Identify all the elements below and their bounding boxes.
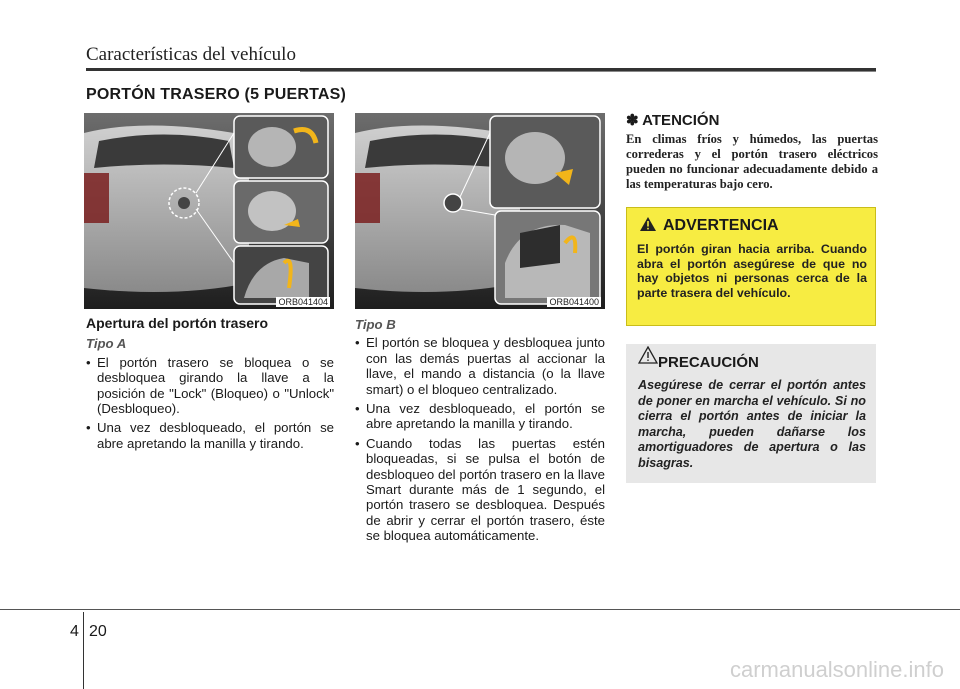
list-item: • El portón se bloquea y desbloquea junto con las demás puertas al accionar la llave, el mando a distancia (o la llave smart) o el bloqueo centralizado. xyxy=(355,335,605,397)
type-a-list xyxy=(86,355,334,451)
section-title: PORTÓN TRASERO (5 PUERTAS) xyxy=(86,86,347,103)
type-b-label: Tipo B xyxy=(355,317,396,332)
photo-code-left: ORB041404 xyxy=(278,297,328,307)
advertencia-heading xyxy=(639,216,779,237)
precaucion-box xyxy=(626,344,876,483)
advertencia-body: El portón giran hacia arriba. Cuando abra el portón asegúrese de que no hay objetos ni personas cerca de la parte trasera del vehículo. xyxy=(637,242,867,300)
list-item: • Una vez desbloqueado, el portón se abre apretando la manilla y tirando. xyxy=(355,401,605,432)
precaucion-heading xyxy=(640,354,759,371)
list-item: • Cuando todas las puertas estén bloqueadas, si se pulsa el botón de desbloqueo del portón trasero en la llave Smart durante más de 1 segundo, el portón trasero se desbloquea. Después de abrir y cerrar el portón trasero, éste se bloquea automáticamente. xyxy=(355,436,605,544)
chapter-number: 4 xyxy=(70,623,79,640)
atencion-title: ✽ ATENCIÓN xyxy=(626,112,720,129)
precaucion-title: PRECAUCIÓN xyxy=(658,354,759,371)
list-item: • Una vez desbloqueado, el portón se abre apretando la manilla y tirando. xyxy=(86,420,334,451)
precaucion-body: Asegúrese de cerrar el portón antes de poner en marcha el vehículo. Si no cierra el portón antes de iniciar la marcha, pueden dañarse los amortiguadores de apertura o las bisagras. xyxy=(638,378,866,470)
middle-column xyxy=(355,317,605,548)
type-b-list xyxy=(355,335,605,543)
caution-triangle-icon xyxy=(638,346,658,368)
advertencia-title: ADVERTENCIA xyxy=(663,217,779,234)
photo-tailgate-key xyxy=(84,113,334,309)
left-column xyxy=(86,316,334,455)
warning-triangle-icon xyxy=(639,216,657,237)
chapter-title: Características del vehículo xyxy=(86,44,296,65)
atencion-body: En climas fríos y húmedos, las puertas correderas y el portón trasero eléctricos pueden no funcionar adecuadamente debido a las temperaturas bajo cero. xyxy=(626,132,878,191)
footer-rule xyxy=(0,609,960,610)
type-a-label: Tipo A xyxy=(86,336,127,352)
page-num: 20 xyxy=(89,623,107,640)
header-rule-thin xyxy=(300,71,876,72)
subsection-heading: Apertura del portón trasero xyxy=(86,315,269,331)
list-item: • El portón trasero se bloquea o se desbloquea girando la llave a la posición de "Lock" (Bloqueo) o "Unlock" (Desbloqueo). xyxy=(86,355,334,417)
atencion-note xyxy=(626,111,878,192)
watermark: carmanualsonline.info xyxy=(729,657,944,682)
advertencia-box xyxy=(626,207,876,326)
footer-divider xyxy=(83,612,84,689)
photo-tailgate-smart-key xyxy=(355,113,605,309)
photo-code-right: ORB041400 xyxy=(549,297,599,307)
